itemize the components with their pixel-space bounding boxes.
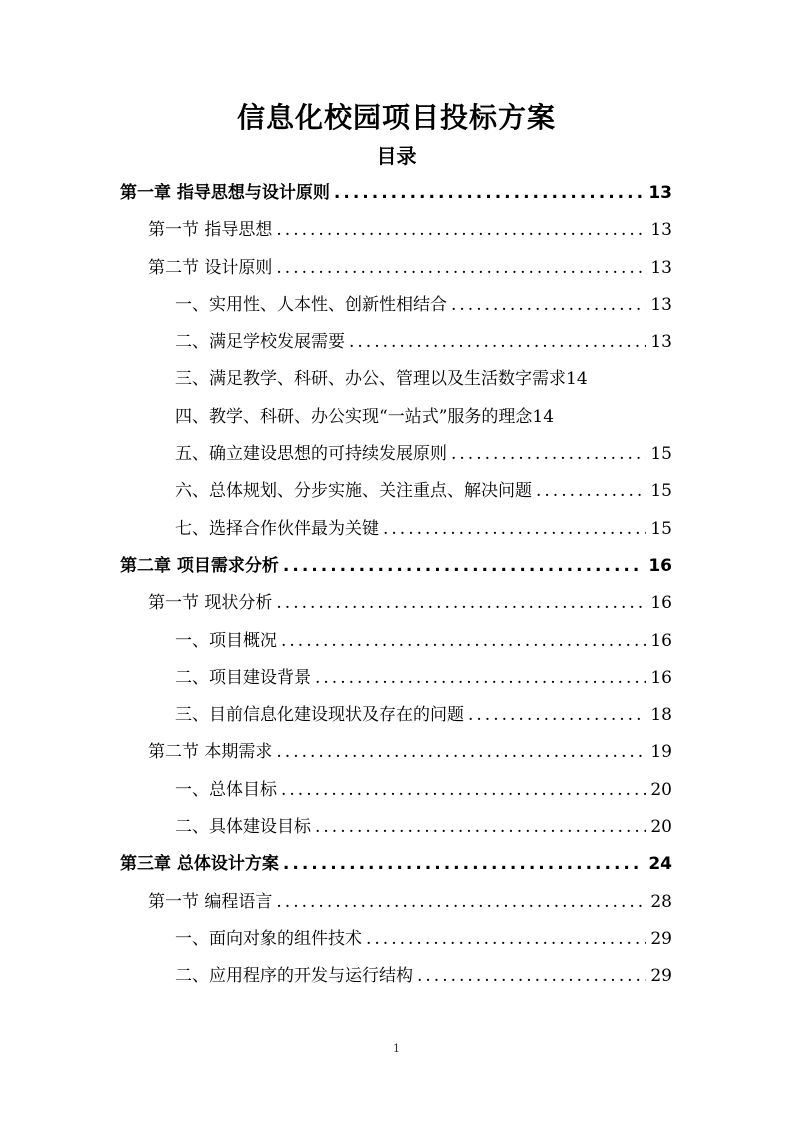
page-number: 1 [393, 1042, 400, 1055]
toc-heading: 目录 [376, 144, 417, 168]
toc-entry-label: 第一节 现状分析 [148, 593, 273, 614]
toc-section-entry[interactable] [120, 884, 672, 921]
document-title: 信息化校园项目投标方案 [236, 101, 556, 134]
dot-leader [451, 287, 646, 324]
toc-entry-page: 15 [650, 518, 672, 539]
toc-entry-page: 14 [566, 369, 588, 390]
toc-entry-label: 二、应用程序的开发与运行结构 [175, 966, 413, 987]
toc-subsection-entry[interactable] [120, 958, 672, 995]
toc-entry-label: 四、教学、科研、办公实现“一站式”服务的理念 [175, 406, 533, 427]
toc-entry-label: 第二节 本期需求 [148, 742, 273, 763]
toc-subsection-entry[interactable] [120, 473, 672, 510]
dot-leader [349, 324, 646, 361]
toc-entry-page: 18 [650, 705, 672, 726]
toc-entry-page: 16 [650, 667, 672, 688]
toc-section-entry[interactable] [120, 734, 672, 771]
toc-subsection-entry[interactable] [120, 921, 672, 958]
toc-entry-page: 24 [648, 854, 672, 875]
toc-entry-page: 19 [650, 742, 672, 763]
toc-section-entry[interactable] [120, 212, 672, 249]
toc-subsection-entry[interactable] [120, 623, 672, 660]
dot-leader [468, 697, 646, 734]
toc-entry-label: 一、项目概况 [175, 630, 277, 651]
toc-subsection-entry[interactable] [120, 324, 672, 361]
toc-entry-page: 13 [650, 294, 672, 315]
toc-entry-page: 16 [650, 630, 672, 651]
dot-leader [281, 772, 646, 809]
dot-leader [315, 660, 646, 697]
toc-subsection-entry[interactable] [120, 772, 672, 809]
toc-entry-label: 第一节 指导思想 [148, 220, 273, 241]
toc-entry-page: 13 [650, 332, 672, 353]
toc-entry-page: 13 [650, 220, 672, 241]
toc-section-entry[interactable] [120, 585, 672, 622]
toc-entry-label: 一、面向对象的组件技术 [175, 928, 362, 949]
toc-subsection-entry[interactable] [120, 287, 672, 324]
toc-subsection-entry[interactable] [120, 511, 672, 548]
dot-leader [383, 511, 646, 548]
toc-entry-page: 20 [650, 779, 672, 800]
dot-leader [276, 884, 646, 921]
toc-section-entry[interactable] [120, 250, 672, 287]
toc-subsection-entry[interactable] [120, 697, 672, 734]
toc-entry-label: 三、目前信息化建设现状及存在的问题 [175, 705, 464, 726]
dot-leader [276, 212, 646, 249]
dot-leader [281, 623, 646, 660]
toc-entry-label: 第一章 指导思想与设计原则 [120, 183, 330, 203]
toc-entry-label: 第二章 项目需求分析 [120, 555, 279, 576]
dot-leader [315, 809, 646, 846]
toc-entry-page: 29 [650, 966, 672, 987]
dot-leader [536, 473, 646, 510]
table-of-contents [120, 175, 672, 996]
toc-entry-label: 七、选择合作伙伴最为关键 [175, 518, 379, 539]
toc-entry-label: 第三章 总体设计方案 [120, 854, 279, 875]
toc-entry-label: 一、总体目标 [175, 779, 277, 800]
toc-subsection-entry[interactable] [120, 436, 672, 473]
toc-entry-label: 第一节 编程语言 [148, 891, 273, 912]
toc-entry-label: 二、满足学校发展需要 [175, 332, 345, 353]
toc-entry-page: 15 [650, 444, 672, 465]
dot-leader [451, 436, 646, 473]
toc-entry-page: 28 [650, 891, 672, 912]
toc-entry-page: 14 [532, 406, 555, 427]
toc-entry-label: 三、满足教学、科研、办公、管理以及生活数字需求 [175, 369, 566, 390]
toc-entry-label: 二、项目建设背景 [175, 667, 311, 688]
toc-entry-label: 第二节 设计原则 [148, 257, 273, 278]
dot-leader [276, 250, 646, 287]
toc-entry-label: 六、总体规划、分步实施、关注重点、解决问题 [175, 481, 532, 502]
dot-leader [276, 734, 646, 771]
dot-leader [283, 846, 644, 883]
toc-entry-label: 五、确立建设思想的可持续发展原则 [175, 444, 447, 465]
toc-entry-page: 16 [648, 555, 672, 576]
dot-leader [366, 921, 646, 958]
toc-entry-page: 13 [648, 183, 672, 203]
toc-entry-page: 15 [650, 481, 672, 502]
toc-entry-page: 16 [650, 593, 672, 614]
toc-subsection-entry[interactable] [120, 809, 672, 846]
toc-chapter-entry[interactable] [120, 175, 672, 212]
toc-subsection-entry[interactable] [120, 399, 672, 436]
toc-entry-page: 29 [650, 928, 672, 949]
toc-subsection-entry[interactable] [120, 660, 672, 697]
toc-entry-page: 13 [650, 257, 672, 278]
toc-entry-label: 一、实用性、人本性、创新性相结合 [175, 294, 447, 315]
dot-leader [334, 175, 644, 212]
toc-entry-page: 20 [650, 817, 672, 838]
dot-leader [276, 585, 646, 622]
toc-entry-label: 二、具体建设目标 [175, 817, 311, 838]
dot-leader [283, 548, 644, 585]
toc-subsection-entry[interactable] [120, 361, 672, 398]
toc-chapter-entry[interactable] [120, 548, 672, 585]
dot-leader [417, 958, 646, 995]
toc-chapter-entry[interactable] [120, 846, 672, 883]
